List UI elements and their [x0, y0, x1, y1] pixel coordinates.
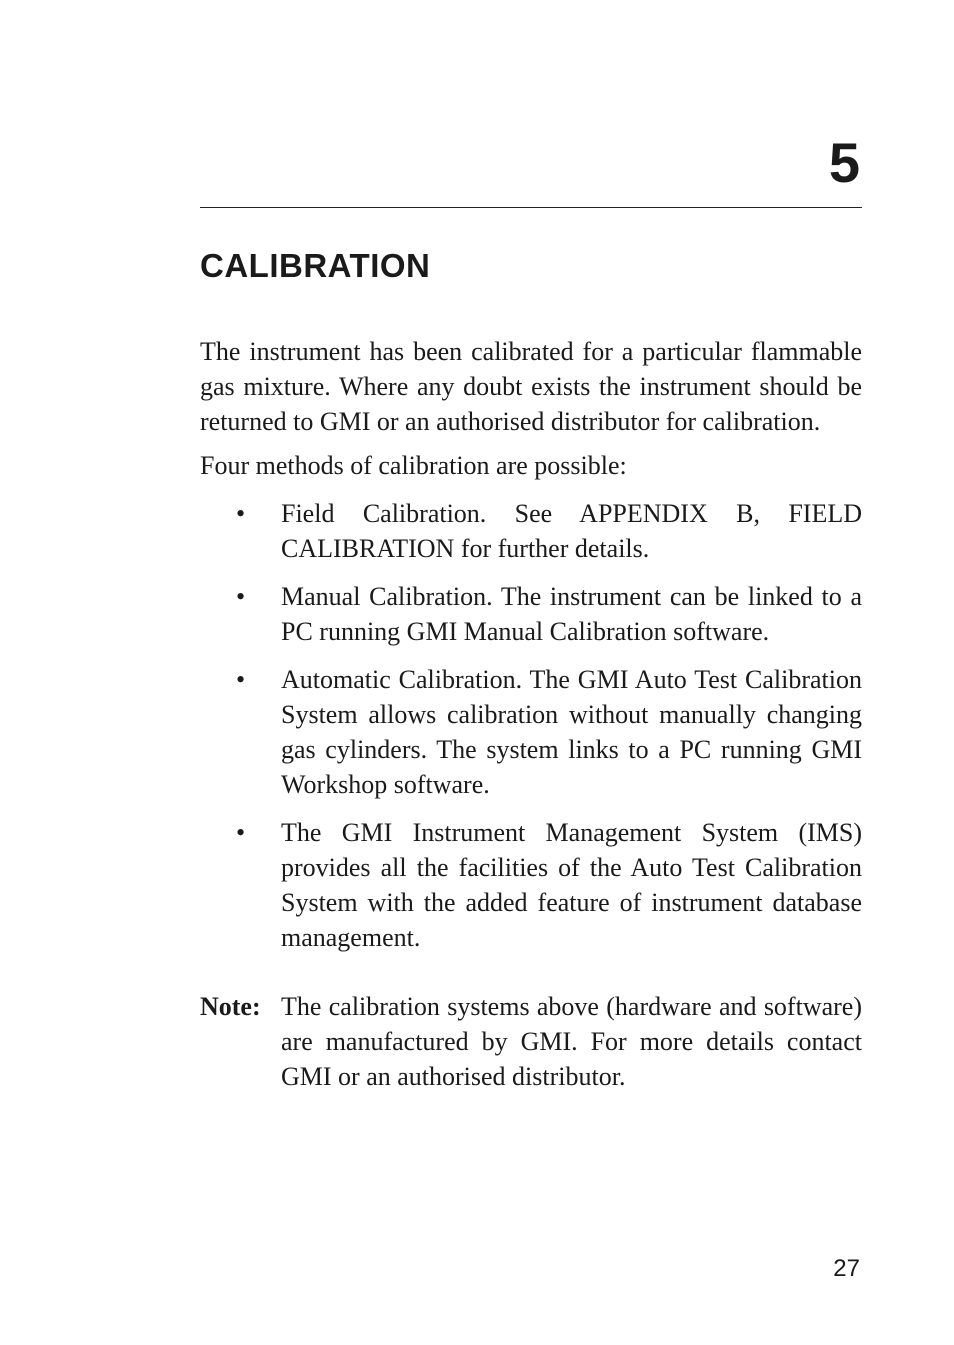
note-text: The calibration systems above (hardware and software) are manufactured by GMI. For more details contact GMI or an authorised distributor. — [281, 992, 862, 1091]
method-manual-calibration: Manual Calibration. The instrument can be linked to a PC running GMI Manual Calibration software. — [281, 582, 862, 646]
intro-paragraph: The instrument has been calibrated for a particular flammable gas mixture. Where any doubt exists the instrument should be returned to GMI or an authorised distributor for calibration. — [200, 337, 862, 436]
method-ims: The GMI Instrument Management System (IMS) provides all the facilities of the Auto Test Calibration System with the added feature of instrument database management. — [281, 818, 862, 952]
list-item — [200, 496, 862, 566]
chapter-divider — [200, 207, 862, 208]
note-paragraph — [200, 989, 862, 1094]
methods-list — [200, 496, 862, 955]
list-item — [200, 579, 862, 649]
bullet-icon: • — [236, 499, 246, 528]
note-label: Note: — [200, 992, 261, 1021]
list-item — [200, 815, 862, 955]
page-number: 27 — [833, 1255, 860, 1282]
bullet-icon: • — [236, 582, 246, 611]
section-title: CALIBRATION — [200, 247, 431, 284]
method-field-calibration: Field Calibration. See APPENDIX B, FIELD CALIBRATION for further details. — [281, 499, 862, 563]
bullet-icon: • — [236, 818, 246, 847]
body-content — [200, 334, 862, 1094]
chapter-number: 5 — [828, 131, 860, 194]
method-automatic-calibration: Automatic Calibration. The GMI Auto Test Calibration System allows calibration without manually changing gas cylinders. The system links to a PC running GMI Workshop software. — [281, 665, 862, 799]
methods-lead: Four methods of calibration are possible: — [200, 451, 627, 480]
bullet-icon: • — [236, 665, 246, 694]
list-item — [200, 662, 862, 802]
